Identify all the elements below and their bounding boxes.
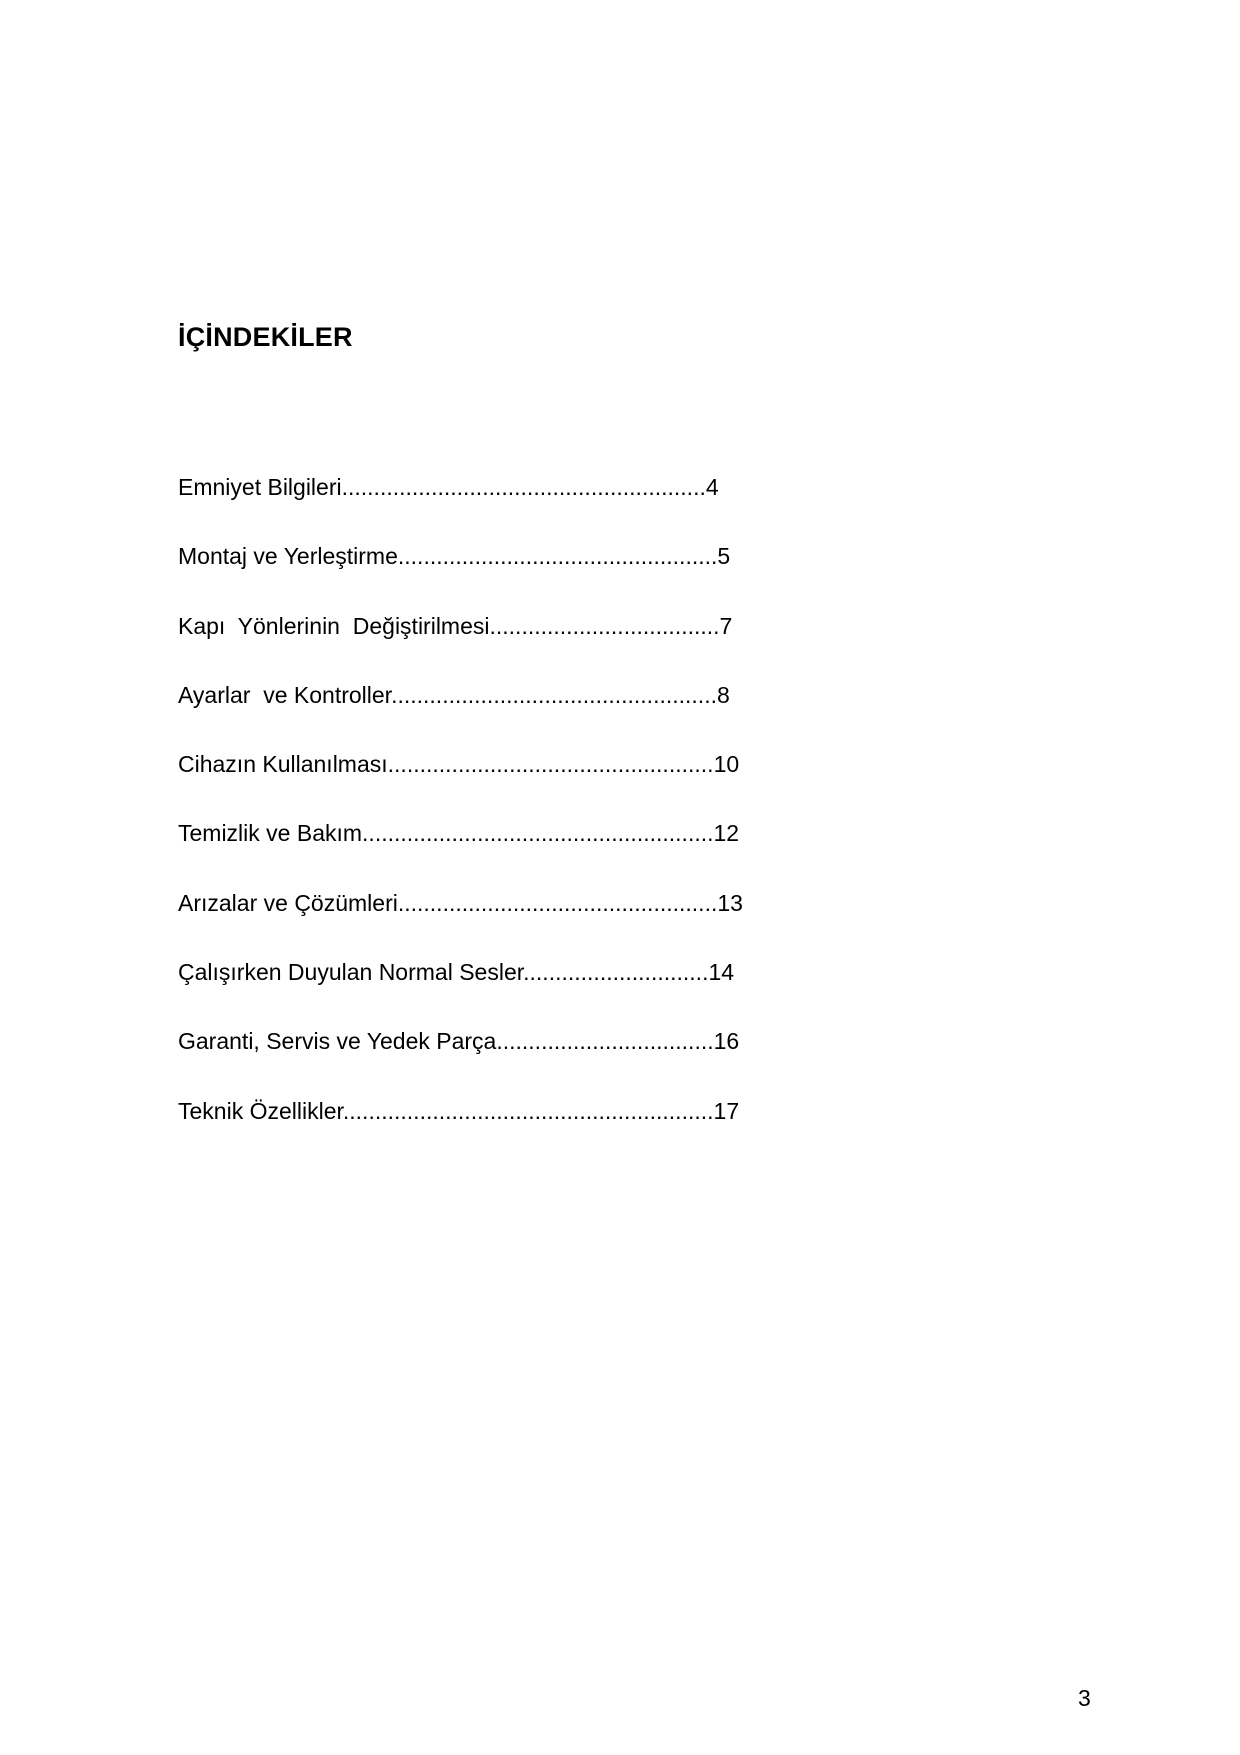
toc-entry-usage[interactable]	[178, 748, 808, 817]
toc-entry-cleaning-maintenance[interactable]	[178, 817, 808, 886]
toc-entry-label: Temizlik ve Bakım	[178, 820, 363, 847]
toc-entry-normal-sounds[interactable]	[178, 956, 808, 1025]
toc-list	[178, 471, 808, 1164]
toc-entry-page: 5	[717, 543, 731, 570]
toc-entry-leader-dots: ..................................................	[397, 543, 718, 570]
page-number: 3	[1078, 1685, 1091, 1711]
toc-entry-label: Teknik Özellikler	[178, 1097, 343, 1124]
toc-entry-page: 14	[708, 959, 735, 986]
toc-entry-label: Garanti, Servis ve Yedek Parça	[178, 1028, 497, 1055]
toc-entry-technical-specs[interactable]	[178, 1095, 808, 1164]
toc-entry-label: Cihazın Kullanılması	[178, 751, 388, 778]
toc-entry-label: Emniyet Bilgileri	[178, 474, 342, 500]
toc-entry-page: 4	[705, 474, 719, 500]
toc-entry-leader-dots: .......................................................	[362, 820, 714, 847]
toc-entry-leader-dots: ..................................................	[397, 889, 718, 916]
toc-entry-leader-dots: .............................	[523, 959, 709, 986]
toc-entry-leader-dots: .........................................................	[341, 474, 706, 500]
toc-entry-page: 17	[713, 1097, 740, 1124]
toc-entry-page: 12	[713, 820, 740, 847]
toc-entry-leader-dots: ...................................................	[387, 751, 714, 778]
toc-entry-label: Arızalar ve Çözümleri	[178, 889, 398, 916]
toc-entry-label: Çalışırken Duyulan Normal Sesler	[178, 959, 524, 986]
toc-entry-leader-dots: ..................................	[496, 1028, 714, 1055]
toc-entry-installation[interactable]	[178, 540, 808, 609]
toc-entry-warranty-service[interactable]	[178, 1025, 808, 1094]
page-title: İÇİNDEKİLER	[178, 322, 353, 352]
toc-entry-safety-info[interactable]	[178, 471, 808, 540]
toc-entry-settings-controls[interactable]	[178, 679, 808, 748]
toc-entry-label: Montaj ve Yerleştirme	[178, 543, 398, 570]
toc-entry-troubleshooting[interactable]	[178, 887, 808, 956]
toc-entry-label: Ayarlar ve Kontroller	[178, 681, 392, 708]
toc-entry-page: 8	[716, 681, 730, 708]
toc-entry-leader-dots: ....................................	[489, 612, 720, 639]
toc-entry-door-reversal[interactable]	[178, 610, 808, 679]
toc-entry-label: Kapı Yönlerinin Değiştirilmesi	[178, 612, 490, 639]
toc-entry-leader-dots: ...................................................	[391, 681, 717, 708]
toc-entry-page: 10	[713, 751, 740, 778]
toc-entry-leader-dots: ..........................................................	[342, 1097, 714, 1124]
toc-entry-page: 13	[717, 889, 743, 916]
toc-entry-page: 7	[719, 612, 733, 639]
toc-entry-page: 16	[713, 1028, 740, 1055]
